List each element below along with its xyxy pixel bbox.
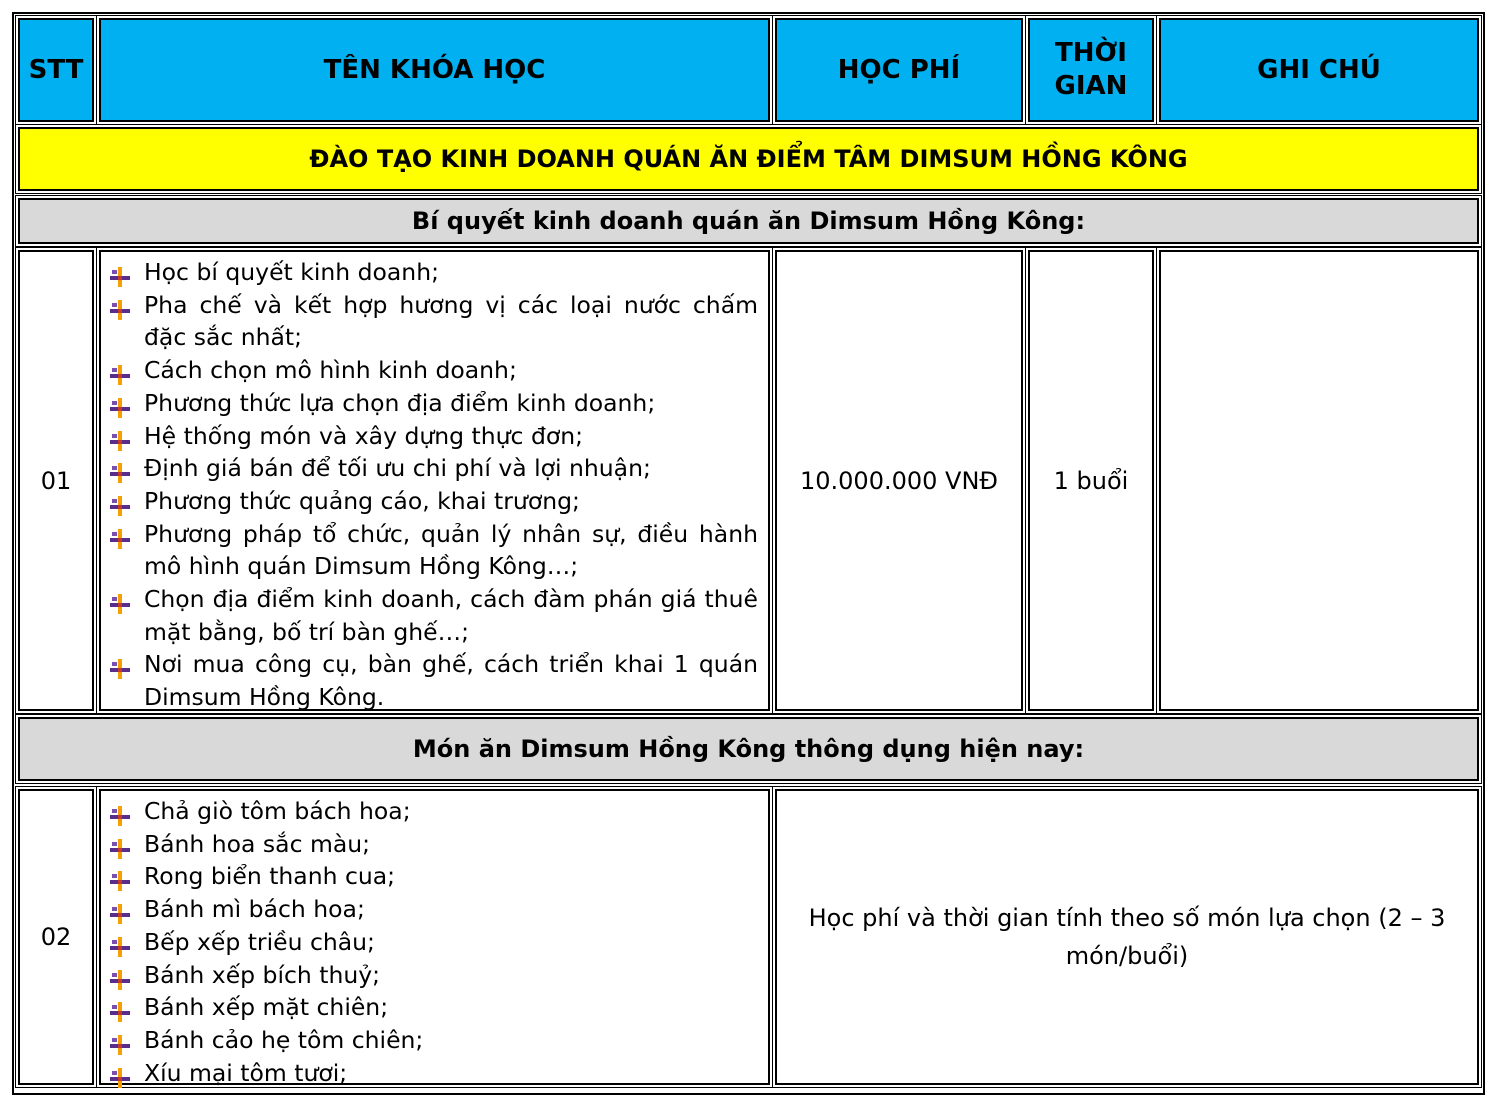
row-01-topic-list — [109, 256, 758, 714]
header-time-label-line1: THỜI — [1055, 38, 1127, 68]
list-item — [109, 1057, 758, 1090]
row-02-course-content — [99, 789, 770, 1085]
list-item-text: Bánh xếp mặt chiên; — [144, 993, 389, 1022]
list-item — [109, 485, 758, 518]
header-time — [1028, 18, 1154, 122]
row-01-stt — [18, 250, 94, 711]
row-01-fee — [775, 250, 1023, 711]
row-01-stt-value: 01 — [40, 466, 72, 495]
list-item-text: Bánh xếp bích thuỷ; — [144, 960, 381, 989]
plus-bullet-icon — [110, 296, 130, 316]
plus-bullet-icon — [110, 998, 130, 1018]
plus-bullet-icon — [110, 655, 130, 675]
list-item — [109, 452, 758, 485]
list-item-text: Cách chọn mô hình kinh doanh; — [144, 356, 517, 385]
row-02-stt-value: 02 — [40, 923, 72, 951]
plus-bullet-icon — [110, 1064, 130, 1084]
section-heading-1-title: Bí quyết kinh doanh quán ăn Dimsum Hồng Kông: — [411, 207, 1086, 235]
header-fee — [775, 18, 1023, 122]
plus-bullet-icon — [110, 867, 130, 887]
list-item-text: Bếp xếp triều châu; — [144, 927, 375, 956]
section-heading-1 — [18, 198, 1479, 244]
section-heading-2-title: Món ăn Dimsum Hồng Kông thông dụng hiện nay: — [412, 735, 1085, 763]
list-item — [109, 860, 758, 893]
program-banner-title: ĐÀO TẠO KINH DOANH QUÁN ĂN ĐIỂM TÂM DIMSUM HỒNG KÔNG — [309, 145, 1188, 173]
list-item-text: Phương thức lựa chọn địa điểm kinh doanh; — [144, 388, 656, 417]
list-item — [109, 991, 758, 1024]
section-heading-2 — [18, 717, 1479, 781]
list-item-text: Chả giò tôm bách hoa; — [144, 797, 411, 825]
list-item — [109, 1024, 758, 1057]
program-banner — [18, 127, 1479, 191]
list-item — [109, 289, 758, 354]
plus-bullet-icon — [110, 933, 130, 953]
plus-bullet-icon — [110, 394, 130, 414]
list-item — [109, 387, 758, 420]
plus-bullet-icon — [110, 900, 130, 920]
list-item — [109, 959, 758, 992]
list-item — [109, 518, 758, 583]
header-note — [1159, 18, 1479, 122]
row-02-fee-time-note — [775, 789, 1479, 1085]
plus-bullet-icon — [110, 835, 130, 855]
list-item — [109, 828, 758, 861]
list-item-text: Nơi mua công cụ, bàn ghế, cách triển khai 1 quán Dimsum Hồng Kông. — [144, 650, 758, 712]
list-item — [109, 583, 758, 648]
list-item-text: Phương thức quảng cáo, khai trương; — [144, 486, 580, 515]
row-02-fee-time-note-value: Học phí và thời gian tính theo số món lựa chọn (2 – 3 món/buổi) — [808, 904, 1446, 970]
plus-bullet-icon — [110, 966, 130, 986]
list-item-text: Định giá bán để tối ưu chi phí và lợi nhuận; — [144, 454, 651, 483]
row-02-stt — [18, 789, 94, 1085]
plus-bullet-icon — [110, 802, 130, 822]
row-01-time-value: 1 buổi — [1053, 466, 1129, 495]
row-01-note — [1159, 250, 1479, 711]
header-course-name-label: TÊN KHÓA HỌC — [323, 54, 546, 85]
plus-bullet-icon — [110, 492, 130, 512]
plus-bullet-icon — [110, 361, 130, 381]
list-item — [109, 926, 758, 959]
list-item-text: Bánh mì bách hoa; — [144, 895, 365, 924]
header-fee-label: HỌC PHÍ — [837, 54, 961, 85]
list-item — [109, 893, 758, 926]
list-item-text: Pha chế và kết hợp hương vị các loại nước chấm đặc sắc nhất; — [144, 290, 758, 352]
list-item — [109, 420, 758, 453]
list-item-text: Rong biển thanh cua; — [144, 862, 396, 891]
list-item-text: Chọn địa điểm kinh doanh, cách đàm phán giá thuê mặt bằng, bố trí bàn ghế…; — [144, 585, 758, 646]
header-time-label-line2: GIAN — [1054, 71, 1128, 101]
list-item-text: Bánh hoa sắc màu; — [144, 829, 371, 858]
header-stt-label: STT — [28, 54, 84, 85]
list-item-text: Xíu mại tôm tươi; — [144, 1058, 348, 1087]
header-note-label: GHI CHÚ — [1257, 54, 1381, 85]
list-item — [109, 648, 758, 713]
row-01-course-content — [99, 250, 770, 711]
list-item — [109, 354, 758, 387]
plus-bullet-icon — [110, 427, 130, 447]
plus-bullet-icon — [110, 459, 130, 479]
list-item-text: Phương pháp tổ chức, quản lý nhân sự, điều hành mô hình quán Dimsum Hồng Kông…; — [144, 519, 758, 581]
plus-bullet-icon — [110, 263, 130, 283]
header-course-name — [99, 18, 770, 122]
header-stt — [18, 18, 94, 122]
list-item — [109, 795, 758, 828]
row-01-time — [1028, 250, 1154, 711]
plus-bullet-icon — [110, 1031, 130, 1051]
list-item-text: Học bí quyết kinh doanh; — [144, 258, 440, 286]
row-02-dish-list — [109, 795, 758, 1089]
row-01-fee-value: 10.000.000 VNĐ — [799, 466, 998, 495]
list-item-text: Hệ thống món và xây dựng thực đơn; — [144, 421, 584, 450]
list-item-text: Bánh cảo hẹ tôm chiên; — [144, 1025, 424, 1054]
plus-bullet-icon — [110, 590, 130, 610]
plus-bullet-icon — [110, 525, 130, 545]
list-item — [109, 256, 758, 289]
